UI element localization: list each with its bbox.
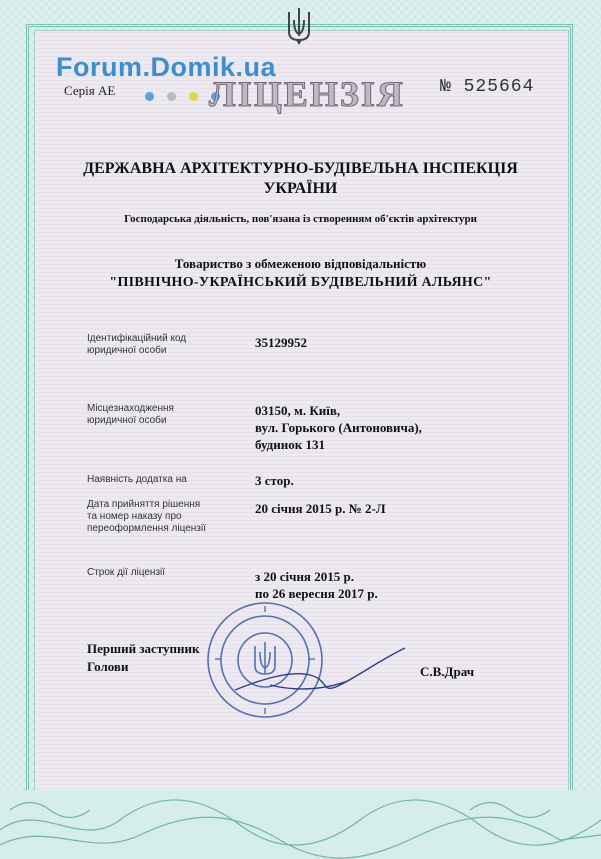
- license-number: № 525664: [440, 77, 535, 97]
- term-value: з 20 січня 2015 р. по 26 вересня 2017 р.: [255, 569, 378, 601]
- annex-label: Наявність додатка на: [87, 474, 187, 485]
- decision-value: 20 січня 2015 р. № 2-Л: [255, 501, 386, 516]
- watermark-text: Forum.Domik.ua: [56, 52, 277, 82]
- location-value: 03150, м. Київ, вул. Горького (Антоновича), будинок 131: [255, 403, 422, 452]
- id-code-label: Ідентифікаційний код юридичної особи: [87, 333, 187, 356]
- series-label: Серія АЕ: [64, 83, 116, 98]
- signer-name: С.В.Драч: [420, 664, 475, 679]
- location-label: Місцезнаходження юридичної особи: [87, 403, 174, 426]
- decision-label: Дата прийняття рішення та номер наказу про переоформлення ліцензії: [87, 499, 206, 534]
- bottom-ornament: [0, 790, 601, 859]
- activity-type: Господарська діяльність, пов'язана із створенням об'єктів архітектури: [124, 213, 477, 225]
- annex-value: 3 стор.: [255, 473, 294, 488]
- licensee-name: "ПІВНІЧНО-УКРАЇНСЬКИЙ БУДІВЕЛЬНИЙ АЛЬЯНС": [109, 275, 492, 290]
- license-title: ЛІЦЕНЗІЯ: [209, 74, 405, 114]
- licensee-type: Товариство з обмеженою відповідальністю: [174, 256, 427, 271]
- issuer-line-1: ДЕРЖАВНА АРХІТЕКТУРНО-БУДІВЕЛЬНА ІНСПЕКЦІЯ: [83, 160, 518, 177]
- trident-icon: [285, 6, 313, 46]
- id-code-value: 35129952: [255, 335, 307, 350]
- issuer-line-2: УКРАЇНИ: [263, 180, 338, 197]
- handwritten-signature: [230, 640, 410, 700]
- term-label: Строк дії ліцензії: [87, 567, 166, 578]
- signer-position: Перший заступник Голови: [87, 641, 200, 674]
